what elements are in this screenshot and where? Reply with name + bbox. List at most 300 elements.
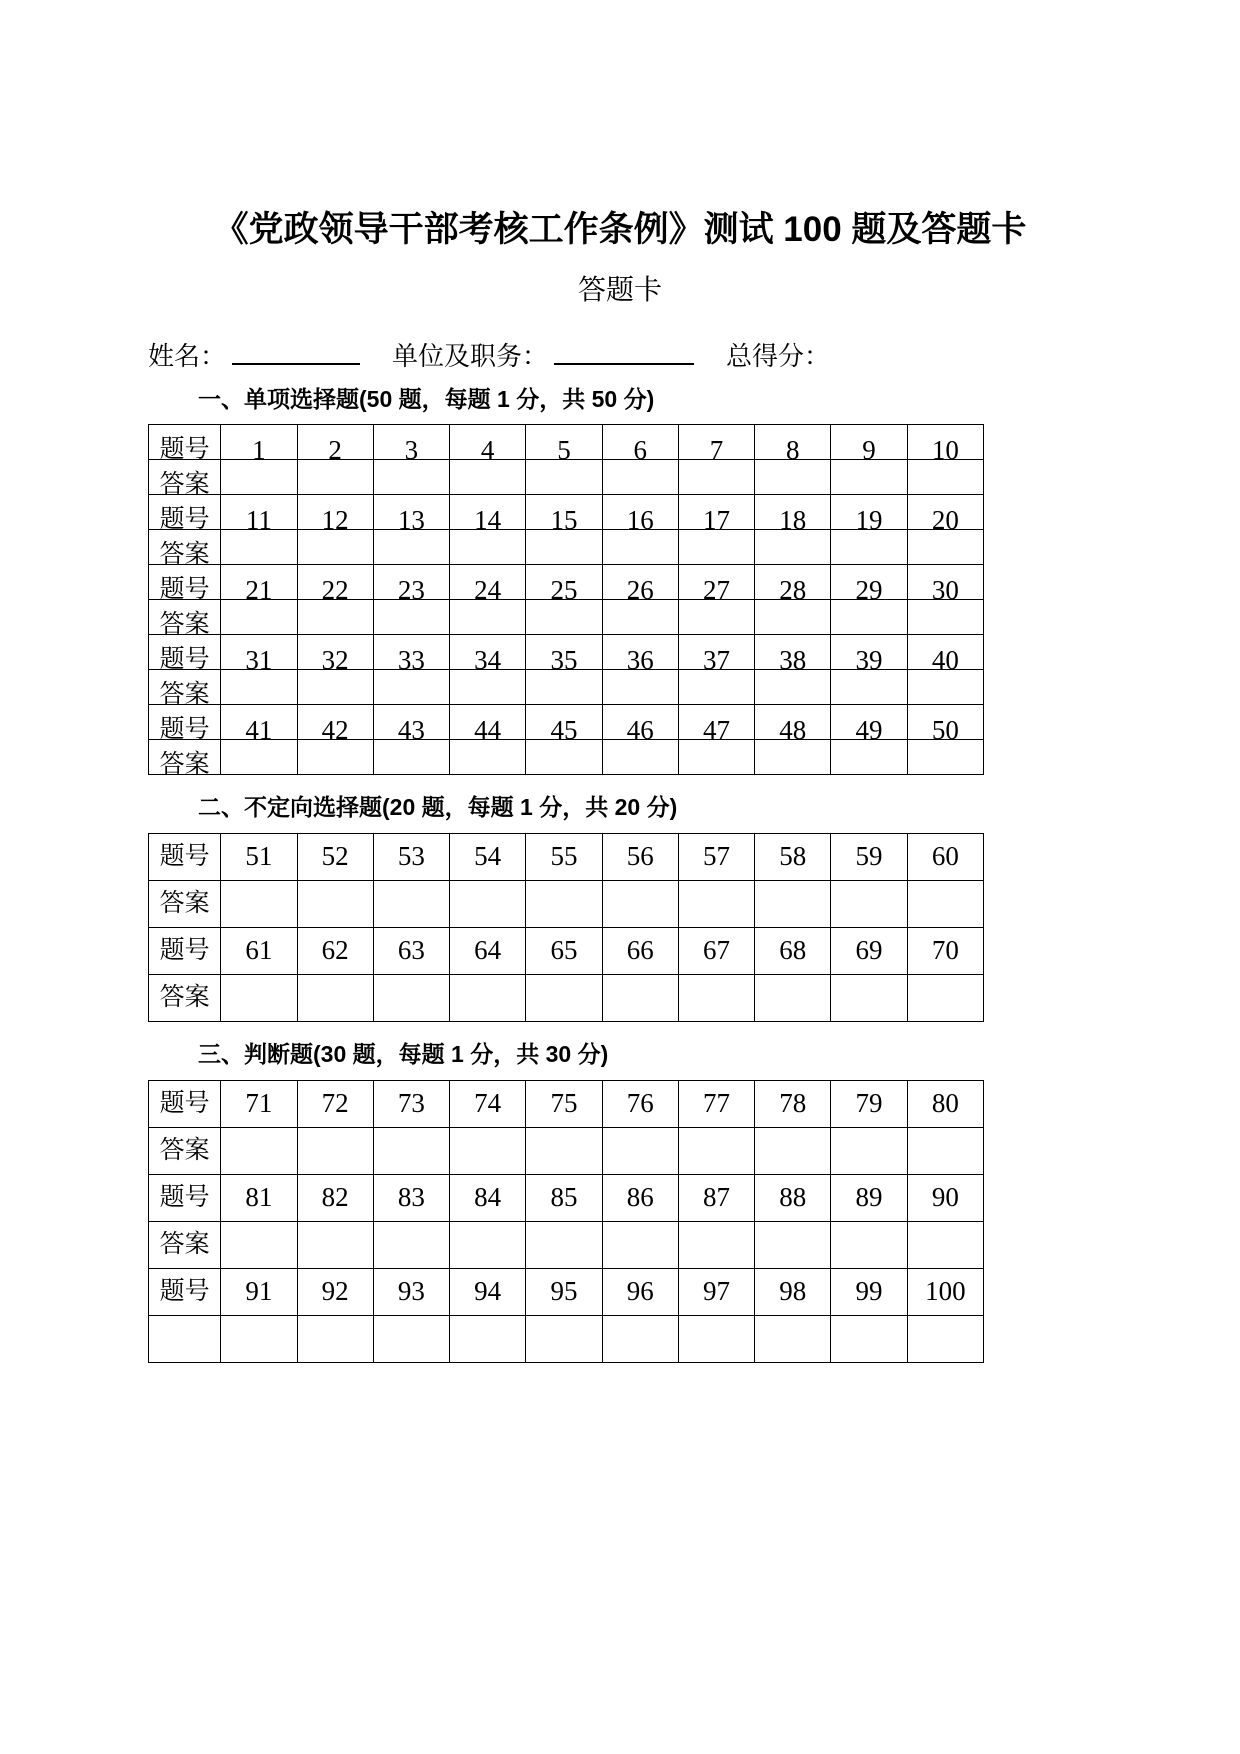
question-number-cell: 49 [831,705,907,740]
table-row-question [149,425,984,460]
question-number-cell: 3 [373,425,449,460]
question-number: 85 [550,1182,578,1213]
question-number-cell: 4 [450,425,526,460]
answer-cell[interactable] [831,600,907,635]
answer-cell[interactable] [297,600,373,635]
answer-cell[interactable] [526,1128,602,1175]
question-number-cell [526,834,602,881]
question-number: 83 [397,1182,425,1213]
table-row-question [149,635,984,670]
question-number-cell: 38 [755,635,831,670]
answer-cell[interactable] [831,670,907,705]
answer-cell[interactable] [907,1128,983,1175]
section-heading-3: 三、判断题(30 题，每题 1 分，共 30 分) [198,1041,609,1068]
answer-cell[interactable] [221,600,297,635]
question-number: 66 [626,935,654,966]
table-row-answer [149,670,984,705]
table-row-question [149,928,984,975]
answer-cell[interactable] [221,740,297,775]
answer-cell[interactable] [526,670,602,705]
question-number-cell: 16 [602,495,678,530]
question-number-cell: 33 [373,635,449,670]
answer-cell[interactable] [450,740,526,775]
question-number-cell: 40 [907,635,983,670]
question-number-cell [221,1081,297,1128]
answer-cell[interactable] [602,1316,678,1363]
answer-cell[interactable] [907,670,983,705]
answer-cell[interactable] [297,670,373,705]
answer-cell[interactable] [526,1316,602,1363]
answer-cell[interactable] [755,530,831,565]
spacer [0,775,1240,793]
question-number: 52 [321,841,349,872]
page-title: 《党政领导干部考核工作条例》测试 100 题及答题卡 [213,210,1027,249]
question-number: 68 [779,935,807,966]
answer-cell[interactable] [526,600,602,635]
question-number: 72 [321,1088,349,1119]
question-number-cell [297,834,373,881]
question-number-cell [755,834,831,881]
question-number-cell: 48 [755,705,831,740]
question-number-cell: 42 [297,705,373,740]
answer-label: 答案 [159,983,210,1012]
question-number-cell [907,834,983,881]
row-label-cell: 题号 [149,495,221,530]
answer-cell[interactable] [755,670,831,705]
answer-cell[interactable] [907,460,983,495]
answer-table-section-3 [148,1080,984,1363]
question-number-cell: 27 [678,565,754,600]
answer-cell[interactable] [373,1128,449,1175]
question-number-cell: 34 [450,635,526,670]
answer-cell[interactable] [602,460,678,495]
answer-cell[interactable] [755,1222,831,1269]
table-row-answer [149,1128,984,1175]
question-number: 78 [779,1088,807,1119]
question-number-cell: 43 [373,705,449,740]
question-number-cell [221,1175,297,1222]
question-number: 53 [397,841,425,872]
answer-cell[interactable] [678,460,754,495]
row-label-cell [149,1175,221,1222]
question-number-cell: 28 [755,565,831,600]
question-number-cell [373,1081,449,1128]
answer-cell[interactable] [373,600,449,635]
question-number: 73 [397,1088,425,1119]
question-number: 98 [779,1276,807,1307]
question-label: 题号 [159,1089,210,1118]
question-number-cell [831,1175,907,1222]
answer-cell[interactable] [831,740,907,775]
question-number: 96 [626,1276,654,1307]
question-number-cell [221,834,297,881]
question-number-cell: 6 [602,425,678,460]
table-row-answer [149,1222,984,1269]
spacer [0,375,1240,385]
question-number: 56 [626,841,654,872]
row-label-cell: 题号 [149,635,221,670]
name-input-blank[interactable] [232,338,360,365]
answer-cell[interactable] [831,1316,907,1363]
answer-cell[interactable] [373,460,449,495]
question-number-cell: 11 [221,495,297,530]
answer-cell[interactable] [755,1316,831,1363]
question-number: 51 [245,841,273,872]
question-number-cell: 15 [526,495,602,530]
table-row-question [149,705,984,740]
question-number-cell: 41 [221,705,297,740]
answer-cell[interactable] [678,1222,754,1269]
question-number-cell [678,1175,754,1222]
answer-cell[interactable] [297,1128,373,1175]
answer-cell[interactable] [450,460,526,495]
question-number: 90 [931,1182,959,1213]
question-number-cell [602,1081,678,1128]
question-label: 题号 [159,936,210,965]
question-number: 82 [321,1182,349,1213]
answer-cell[interactable] [221,460,297,495]
answer-cell[interactable] [526,1222,602,1269]
row-label-cell: 答案 [149,740,221,775]
question-number-cell: 46 [602,705,678,740]
question-number-cell: 5 [526,425,602,460]
table-row-answer [149,740,984,775]
answer-cell[interactable] [602,1128,678,1175]
row-label-cell [149,928,221,975]
answer-cell[interactable] [678,1128,754,1175]
question-number-cell [907,1175,983,1222]
section-heading-2: 二、不定向选择题(20 题，每题 1 分，共 20 分) [198,794,678,821]
question-number: 93 [397,1276,425,1307]
question-number-cell [831,834,907,881]
question-number-cell [221,1269,297,1316]
answer-cell[interactable] [755,740,831,775]
question-number: 87 [702,1182,730,1213]
answer-cell[interactable] [907,740,983,775]
question-number: 64 [474,935,502,966]
answer-cell[interactable] [602,740,678,775]
question-number-cell: 10 [907,425,983,460]
answer-cell[interactable] [450,1128,526,1175]
question-number-cell: 1 [221,425,297,460]
table-row-answer [149,975,984,1022]
question-number-cell [831,928,907,975]
unit-label: 单位及职务： [392,341,549,372]
question-number-cell: 8 [755,425,831,460]
question-number-cell [297,1175,373,1222]
answer-cell[interactable] [678,530,754,565]
answer-cell[interactable] [831,975,907,1022]
question-label: 题号 [159,842,210,871]
answer-cell[interactable] [907,975,983,1022]
question-number: 79 [855,1088,883,1119]
row-label-cell [149,1128,221,1175]
answer-cell[interactable] [221,881,297,928]
question-label: 题号 [159,1277,210,1306]
question-number-cell [755,1175,831,1222]
answer-cell[interactable] [297,1316,373,1363]
answer-cell[interactable] [450,600,526,635]
answer-cell[interactable] [678,975,754,1022]
question-number-cell [297,1081,373,1128]
answer-cell[interactable] [373,881,449,928]
question-number-cell [755,1269,831,1316]
question-number-cell [221,928,297,975]
question-number-cell: 13 [373,495,449,530]
question-number: 63 [397,935,425,966]
answer-cell[interactable] [221,1128,297,1175]
answer-cell[interactable] [221,1316,297,1363]
table-row-answer [149,460,984,495]
table-row-answer [149,1316,984,1363]
table-row-answer [149,530,984,565]
answer-cell[interactable] [831,881,907,928]
question-number-cell: 20 [907,495,983,530]
question-number-cell: 31 [221,635,297,670]
question-number-cell: 19 [831,495,907,530]
unit-input-blank[interactable] [554,338,694,365]
question-number: 75 [550,1088,578,1119]
answer-label: 答案 [159,1230,210,1259]
question-number-cell [602,1269,678,1316]
row-label-cell [149,1222,221,1269]
answer-cell[interactable] [907,1316,983,1363]
name-label: 姓名： [148,341,227,372]
question-number-cell: 7 [678,425,754,460]
question-number-cell: 50 [907,705,983,740]
question-number-cell: 26 [602,565,678,600]
question-number: 91 [245,1276,273,1307]
question-number-cell [373,834,449,881]
question-number-cell: 9 [831,425,907,460]
answer-cell[interactable] [602,530,678,565]
answer-cell[interactable] [831,1222,907,1269]
question-number-cell [602,928,678,975]
question-number-cell [450,1081,526,1128]
examinee-form-line [0,308,1240,374]
answer-cell[interactable] [373,975,449,1022]
table-row-question [149,495,984,530]
answer-cell[interactable] [602,600,678,635]
question-number: 67 [702,935,730,966]
answer-cell[interactable] [678,740,754,775]
question-number-cell [678,1081,754,1128]
row-label-cell [149,881,221,928]
question-number: 61 [245,935,273,966]
table-row-question [149,1175,984,1222]
question-number: 99 [855,1276,883,1307]
answer-cell[interactable] [297,975,373,1022]
question-number-cell: 21 [221,565,297,600]
answer-cell[interactable] [678,881,754,928]
question-number-cell [526,1175,602,1222]
question-number: 57 [702,841,730,872]
question-number-cell: 44 [450,705,526,740]
answer-label: 答案 [159,1136,210,1165]
answer-cell[interactable] [373,670,449,705]
question-number: 60 [931,841,959,872]
answer-table-body [149,834,984,1022]
row-label-cell: 答案 [149,460,221,495]
question-number-cell [755,1081,831,1128]
answer-cell[interactable] [755,1128,831,1175]
question-number: 65 [550,935,578,966]
question-number: 89 [855,1182,883,1213]
spacer [0,1070,1240,1080]
question-number-cell [755,928,831,975]
question-number: 54 [474,841,502,872]
spacer [0,1022,1240,1040]
question-number-cell [373,1175,449,1222]
row-label-cell: 题号 [149,565,221,600]
row-label-cell [149,834,221,881]
answer-cell[interactable] [221,670,297,705]
answer-cell[interactable] [602,670,678,705]
answer-cell[interactable] [755,975,831,1022]
answer-cell[interactable] [755,460,831,495]
question-number-cell [678,928,754,975]
question-number-cell [373,1269,449,1316]
answer-cell[interactable] [526,975,602,1022]
answer-cell[interactable] [297,881,373,928]
answer-cell[interactable] [450,881,526,928]
answer-cell[interactable] [907,530,983,565]
answer-cell[interactable] [221,975,297,1022]
row-label-cell: 答案 [149,670,221,705]
answer-table-body [149,1081,984,1363]
question-number: 77 [702,1088,730,1119]
answer-cell[interactable] [678,670,754,705]
answer-cell[interactable] [221,530,297,565]
answer-table-section-1 [148,424,984,779]
question-number: 70 [931,935,959,966]
answer-cell[interactable] [602,975,678,1022]
total-score-label: 总得分： [726,341,831,372]
answer-cell[interactable] [450,530,526,565]
question-number-cell [450,1175,526,1222]
spacer [0,823,1240,833]
answer-cell[interactable] [221,1222,297,1269]
answer-cell[interactable] [297,1222,373,1269]
answer-cell[interactable] [526,530,602,565]
answer-cell[interactable] [373,1222,449,1269]
question-number-cell [297,928,373,975]
answer-cell[interactable] [450,975,526,1022]
table-row-question [149,1081,984,1128]
question-number: 100 [925,1276,966,1307]
question-number-cell [526,928,602,975]
answer-cell[interactable] [373,530,449,565]
question-number: 97 [702,1276,730,1307]
table-row-question [149,1269,984,1316]
question-number-cell [450,1269,526,1316]
question-number: 88 [779,1182,807,1213]
question-number-cell [373,928,449,975]
page-subtitle: 答题卡 [577,273,662,305]
question-number: 95 [550,1276,578,1307]
answer-cell[interactable] [373,1316,449,1363]
question-number-cell: 36 [602,635,678,670]
question-number-cell: 25 [526,565,602,600]
question-label: 题号 [159,1183,210,1212]
question-number-cell: 29 [831,565,907,600]
answer-cell[interactable] [450,1316,526,1363]
answer-cell[interactable] [907,881,983,928]
question-number-cell: 18 [755,495,831,530]
question-number-cell: 32 [297,635,373,670]
answer-cell[interactable] [526,460,602,495]
question-number-cell [602,834,678,881]
answer-cell[interactable] [678,1316,754,1363]
question-number: 59 [855,841,883,872]
question-number-cell: 22 [297,565,373,600]
row-label-cell: 答案 [149,600,221,635]
question-number-cell [526,1269,602,1316]
answer-cell[interactable] [907,1222,983,1269]
question-number-cell: 17 [678,495,754,530]
answer-cell[interactable] [907,600,983,635]
question-number-cell: 24 [450,565,526,600]
answer-table-section-2 [148,833,984,1022]
row-label-cell: 题号 [149,425,221,460]
answer-cell[interactable] [678,600,754,635]
spacer [0,414,1240,424]
question-number: 55 [550,841,578,872]
question-number: 84 [474,1182,502,1213]
question-number-cell [907,1269,983,1316]
row-label-cell [149,1269,221,1316]
answer-cell[interactable] [297,530,373,565]
answer-cell[interactable] [831,1128,907,1175]
question-number-cell [526,1081,602,1128]
answer-cell[interactable] [602,1222,678,1269]
question-number: 69 [855,935,883,966]
answer-cell[interactable] [755,600,831,635]
question-number-cell: 39 [831,635,907,670]
answer-cell[interactable] [831,530,907,565]
answer-cell[interactable] [450,670,526,705]
row-label-cell [149,975,221,1022]
question-number: 94 [474,1276,502,1307]
answer-cell[interactable] [373,740,449,775]
question-number-cell: 45 [526,705,602,740]
section-heading-1: 一、单项选择题(50 题，每题 1 分，共 50 分) [198,385,655,412]
answer-cell[interactable] [526,881,602,928]
answer-cell[interactable] [450,1222,526,1269]
answer-cell[interactable] [297,460,373,495]
question-number-cell: 30 [907,565,983,600]
answer-cell[interactable] [831,460,907,495]
answer-cell[interactable] [755,881,831,928]
question-number-cell: 35 [526,635,602,670]
answer-cell[interactable] [526,740,602,775]
question-number-cell: 47 [678,705,754,740]
question-number-cell [450,928,526,975]
question-number: 80 [931,1088,959,1119]
question-number-cell: 12 [297,495,373,530]
question-number-cell [678,834,754,881]
answer-cell[interactable] [297,740,373,775]
row-label-cell [149,1081,221,1128]
question-number-cell [602,1175,678,1222]
question-number-cell: 23 [373,565,449,600]
question-number-cell: 14 [450,495,526,530]
question-number: 76 [626,1088,654,1119]
answer-cell[interactable] [602,881,678,928]
question-number: 58 [779,841,807,872]
question-number: 81 [245,1182,273,1213]
row-label-cell: 题号 [149,705,221,740]
